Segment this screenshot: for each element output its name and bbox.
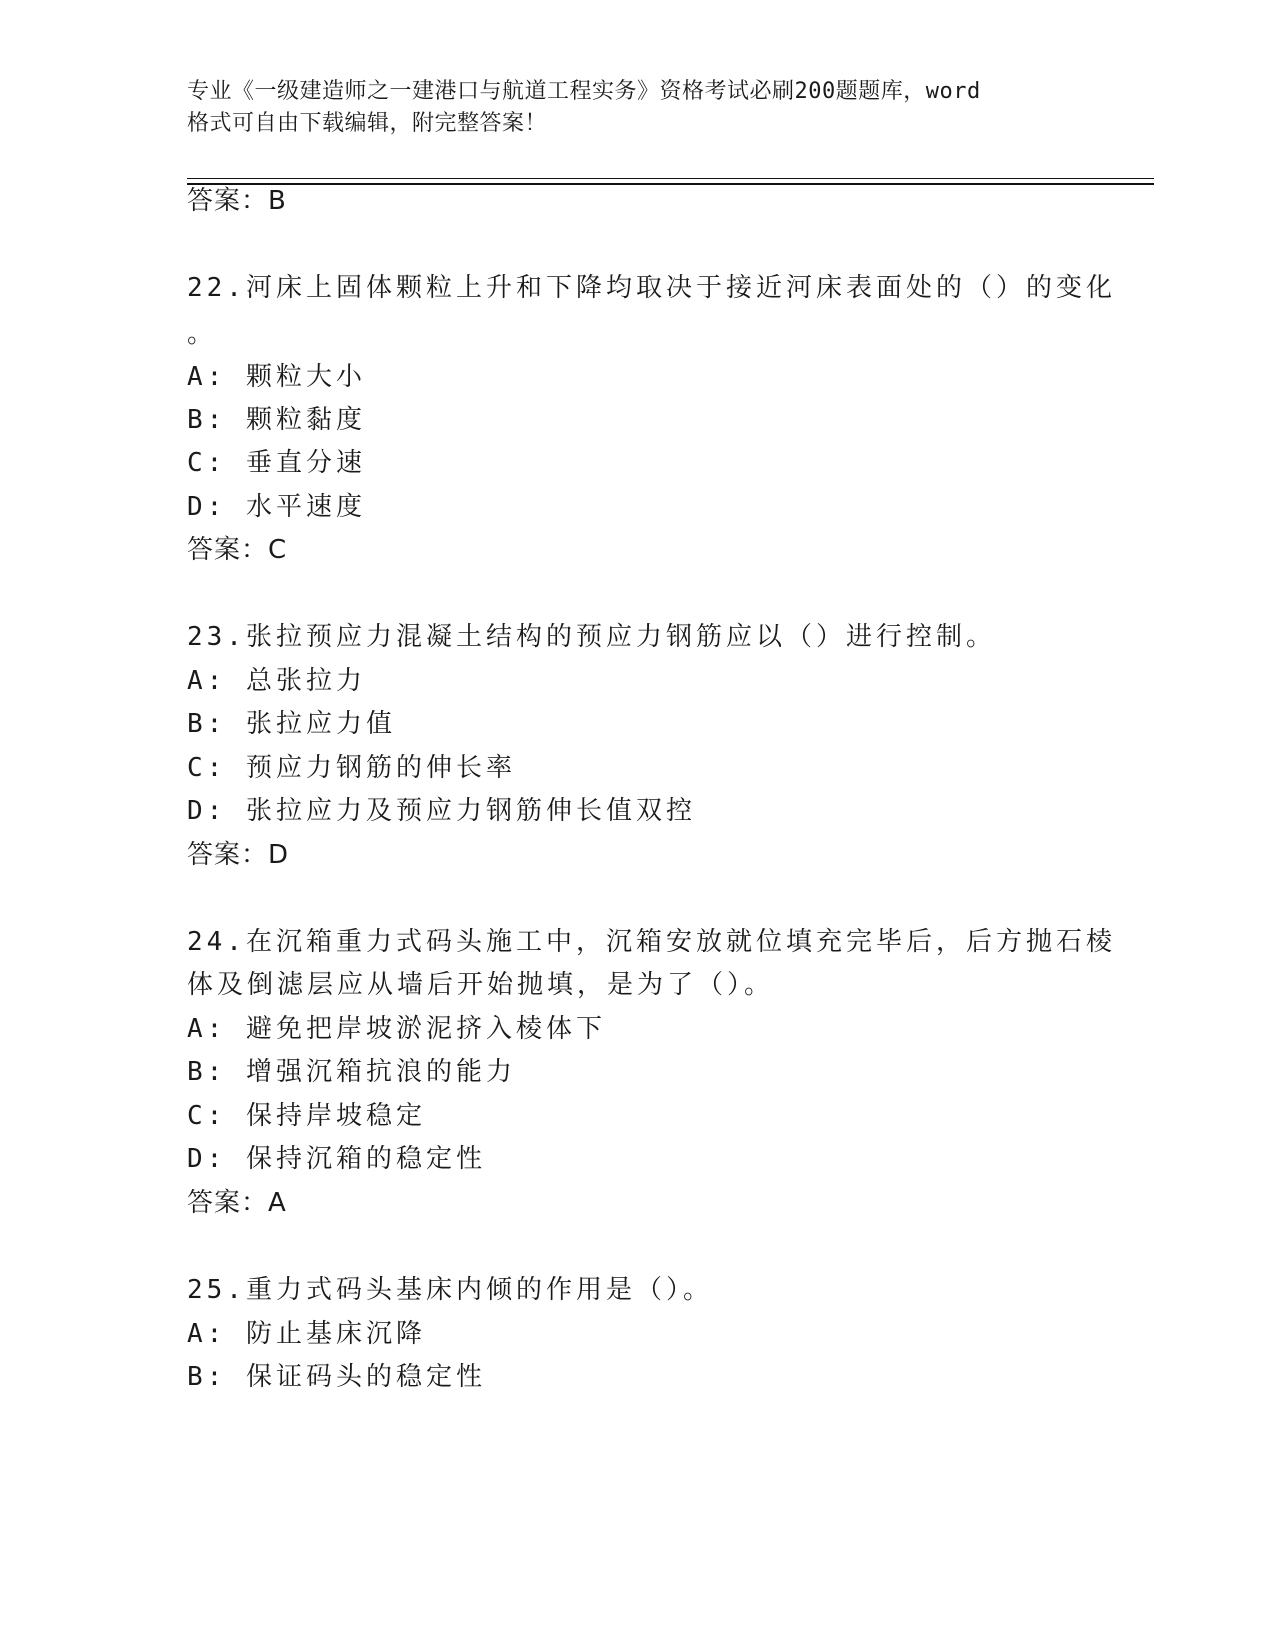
question-24-option-b: B: 增强沉箱抗浪的能力 bbox=[187, 1057, 516, 1087]
question-22-option-d: D: 水平速度 bbox=[187, 492, 366, 522]
question-23-option-a: A: 总张拉力 bbox=[187, 666, 366, 696]
question-22-option-b: B: 颗粒黏度 bbox=[187, 405, 366, 435]
question-22-option-a: A: 颗粒大小 bbox=[187, 362, 366, 392]
question-23-option-c: C: 预应力钢筋的伸长率 bbox=[187, 753, 516, 783]
question-22-option-c: C: 垂直分速 bbox=[187, 448, 366, 478]
answer-q23: 答案：D bbox=[187, 840, 290, 870]
header-line-1: 专业《一级建造师之一建港口与航道工程实务》资格考试必刷200题题库，word bbox=[187, 79, 981, 104]
question-25-option-a: A: 防止基床沉降 bbox=[187, 1319, 426, 1349]
question-22-stem-1: 22.河床上固体颗粒上升和下降均取决于接近河床表面处的（）的变化 bbox=[187, 273, 1116, 303]
question-24-option-d: D: 保持沉箱的稳定性 bbox=[187, 1144, 486, 1174]
header-rule-thin bbox=[187, 178, 1154, 179]
answer-q22: 答案：C bbox=[187, 535, 288, 565]
question-23-option-d: D: 张拉应力及预应力钢筋伸长值双控 bbox=[187, 796, 696, 826]
question-24-option-a: A: 避免把岸坡淤泥挤入棱体下 bbox=[187, 1014, 606, 1044]
question-24-option-c: C: 保持岸坡稳定 bbox=[187, 1101, 426, 1131]
question-22-stem-2: 。 bbox=[187, 319, 218, 349]
answer-q24: 答案：A bbox=[187, 1188, 287, 1218]
question-24-stem-2: 体及倒滤层应从墙后开始抛填，是为了（）。 bbox=[187, 970, 775, 1000]
question-23-option-b: B: 张拉应力值 bbox=[187, 709, 396, 739]
question-23-stem-1: 23.张拉预应力混凝土结构的预应力钢筋应以（）进行控制。 bbox=[187, 622, 996, 652]
header-rule-thick bbox=[187, 183, 1154, 185]
question-24-stem-1: 24.在沉箱重力式码头施工中，沉箱安放就位填充完毕后，后方抛石棱 bbox=[187, 927, 1116, 957]
header-line-2: 格式可自由下载编辑，附完整答案！ bbox=[187, 111, 548, 136]
question-25-stem-1: 25.重力式码头基床内倾的作用是（）。 bbox=[187, 1275, 713, 1305]
answer-q21: 答案：B bbox=[187, 186, 287, 216]
question-25-option-b: B: 保证码头的稳定性 bbox=[187, 1362, 486, 1392]
document-page bbox=[187, 0, 1147, 1650]
document-header bbox=[187, 76, 1067, 140]
